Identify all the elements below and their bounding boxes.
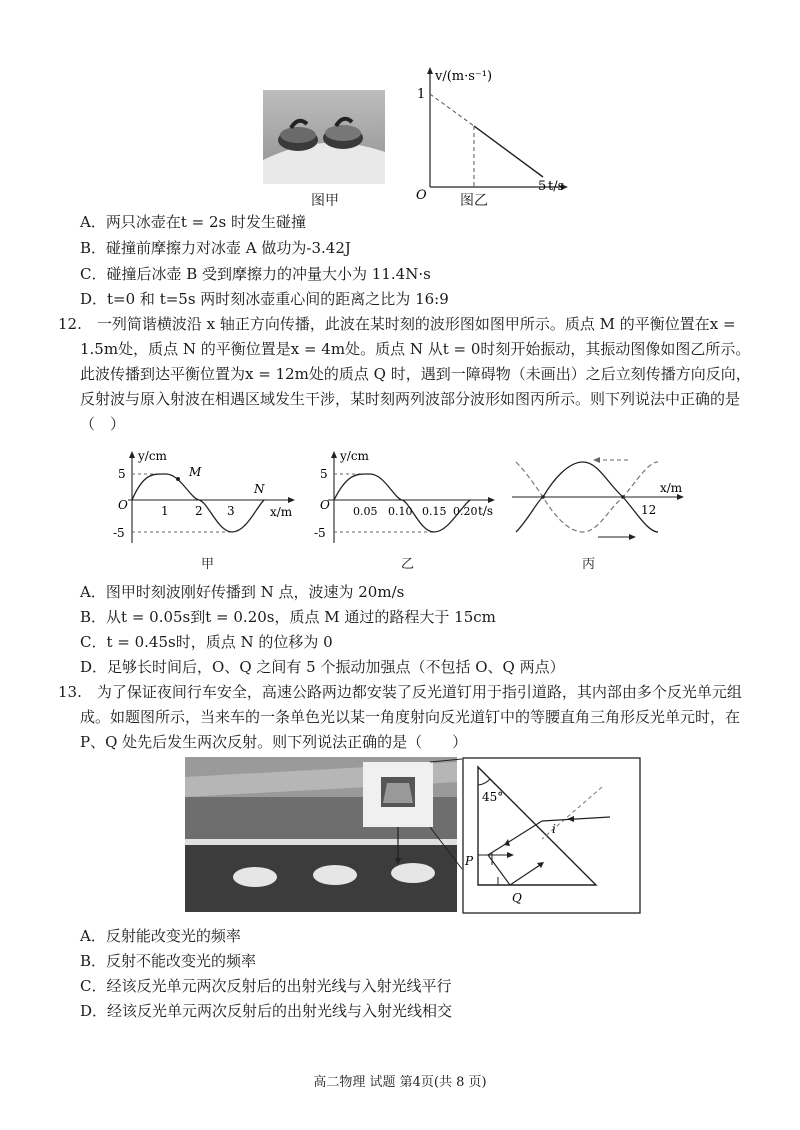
- vt-origin: O: [416, 188, 427, 202]
- caption-jia: 图甲: [311, 193, 339, 209]
- bing-xlabel: x/m: [660, 481, 683, 495]
- yi-tick-2: 0.10: [388, 505, 413, 518]
- q12-line-1: 12. 一列简谐横波沿 x 轴正方向传播，此波在某时刻的波形图如图甲所示。质点 M 的平衡位置在x =: [58, 315, 736, 333]
- q12-line-4: 反射波与原入射波在相遇区域发生干涉，某时刻两列波部分波形如图丙所示。则下列说法中正确的是: [80, 390, 741, 408]
- yi-ylabel: y/cm: [340, 449, 369, 463]
- jia-label-M: M: [189, 465, 202, 479]
- caption-graph-jia: 甲: [201, 557, 215, 572]
- q13-line-2: 成。如题图所示，当来车的一条单色光以某一角度射向反光道钉中的等腰直角三角形反光单元时，在: [80, 708, 741, 726]
- jia-origin: O: [118, 498, 128, 512]
- vt-graph: [410, 62, 580, 202]
- jia-ypos: 5: [118, 467, 126, 481]
- q11-option-d: D．t=0 和 t=5s 两时刻冰壶重心间的距离之比为 16:9: [80, 290, 449, 308]
- bing-tick: 12: [641, 503, 657, 517]
- jia-tick-1: 1: [161, 504, 169, 518]
- yi-ypos: 5: [320, 467, 328, 481]
- q12-line-3: 此波传播到达平衡位置为x = 12m处的质点 Q 时，遇到一障碍物（未画出）之后立刻传播方向反向，: [80, 365, 751, 383]
- q13-option-d: D．经该反光单元两次反射后的出射光线与入射光线相交: [80, 1002, 453, 1020]
- diagram-angle: 45°: [482, 790, 504, 804]
- caption-yi: 图乙: [460, 193, 488, 209]
- page-footer: 高二物理 试题 第4页(共 8 页): [313, 1075, 487, 1090]
- jia-yneg: -5: [113, 526, 125, 540]
- jia-xlabel: x/m: [270, 505, 293, 519]
- jia-label-N: N: [254, 482, 265, 496]
- q12-line-5: （ ）: [80, 415, 126, 433]
- q12-option-a: A．图甲时刻波刚好传播到 N 点，波速为 20m/s: [80, 583, 405, 601]
- vt-ytick: 1: [417, 87, 426, 102]
- wave-graph-bing: [508, 450, 688, 550]
- diagram-i: i: [552, 822, 556, 836]
- q13-option-c: C．经该反光单元两次反射后的出射光线与入射光线平行: [80, 977, 452, 995]
- q12-option-c: C．t = 0.45s时，质点 N 的位移为 0: [80, 633, 333, 651]
- q11-option-c: C．碰撞后冰壶 B 受到摩擦力的冲量大小为 11.4N·s: [80, 265, 431, 283]
- jia-ylabel: y/cm: [138, 449, 167, 463]
- jia-tick-2: 2: [195, 504, 203, 518]
- road-stud-photo: [185, 757, 457, 912]
- caption-graph-bing: 丙: [582, 557, 596, 572]
- caption-graph-yi: 乙: [401, 557, 415, 572]
- q12-line-2: 1.5m处，质点 N 的平衡位置是x = 4m处。质点 N 从t = 0时刻开始振动，其振动图像如图乙所示。: [80, 340, 751, 358]
- diagram-P: P: [465, 854, 474, 868]
- yi-tick-4: 0.20: [453, 505, 478, 518]
- q13-option-b: B．反射不能改变光的频率: [80, 952, 257, 970]
- q13-option-a: A．反射能改变光的频率: [80, 927, 241, 945]
- yi-yneg: -5: [314, 526, 326, 540]
- yi-xlabel: t/s: [478, 504, 494, 518]
- prism-diagram: [462, 757, 642, 915]
- q13-line-3: P、Q 处先后发生两次反射。则下列说法正确的是（ ）: [80, 733, 468, 751]
- q11-option-b: B．碰撞前摩擦力对冰壶 A 做功为-3.42J: [80, 239, 351, 257]
- yi-tick-1: 0.05: [353, 505, 378, 518]
- vt-xtick: 5: [538, 179, 547, 194]
- vt-ylabel: v/(m·s⁻¹): [435, 69, 493, 84]
- vt-xlabel: t/s: [548, 179, 565, 194]
- wave-graph-jia: [110, 448, 300, 548]
- curling-photo: [263, 90, 385, 184]
- q12-option-d: D．足够长时间后，O、Q 之间有 5 个振动加强点（不包括 O、Q 两点）: [80, 658, 565, 676]
- q11-option-a: A．两只冰壶在t = 2s 时发生碰撞: [80, 213, 306, 231]
- q13-line-1: 13. 为了保证夜间行车安全，高速公路两边都安装了反光道钉用于指引道路，其内部由多个反光单元组: [58, 683, 742, 701]
- wave-graph-yi: [310, 448, 500, 548]
- jia-tick-3: 3: [227, 504, 235, 518]
- q12-option-b: B．从t = 0.05s到t = 0.20s，质点 M 通过的路程大于 15cm: [80, 608, 496, 626]
- yi-origin: O: [320, 498, 330, 512]
- diagram-Q: Q: [512, 891, 522, 905]
- yi-tick-3: 0.15: [422, 505, 447, 518]
